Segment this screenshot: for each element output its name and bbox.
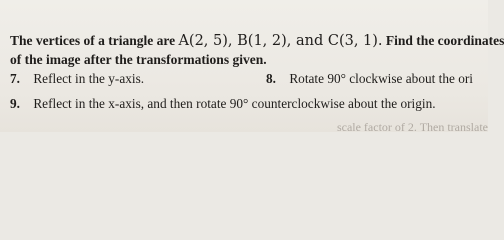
triangle-vertices: A(2, 5), B(1, 2), and C(3, 1). bbox=[178, 33, 383, 49]
exercise-7 bbox=[10, 71, 144, 87]
exercise-7-number: 7. bbox=[10, 71, 20, 86]
exercise-9-text: Reflect in the x-axis, and then rotate 90° counterclockwise about the origin. bbox=[33, 96, 436, 111]
exercise-8 bbox=[266, 71, 473, 87]
exercise-8-number: 8. bbox=[266, 71, 276, 86]
exercise-9 bbox=[10, 96, 436, 112]
instructions-line-1 bbox=[10, 33, 504, 49]
exercise-8-text: Rotate 90° clockwise about the ori bbox=[289, 71, 473, 86]
instructions-line-2: of the image after the transformations given. bbox=[10, 52, 267, 67]
instructions-prefix: The vertices of a triangle are bbox=[10, 33, 179, 48]
cutoff-next-line: scale factor of 2. Then translate bbox=[336, 120, 488, 134]
exercise-7-text: Reflect in the y-axis. bbox=[33, 71, 145, 86]
exercise-9-number: 9. bbox=[10, 96, 20, 111]
instructions-suffix: Find the coordinates bbox=[385, 33, 504, 48]
